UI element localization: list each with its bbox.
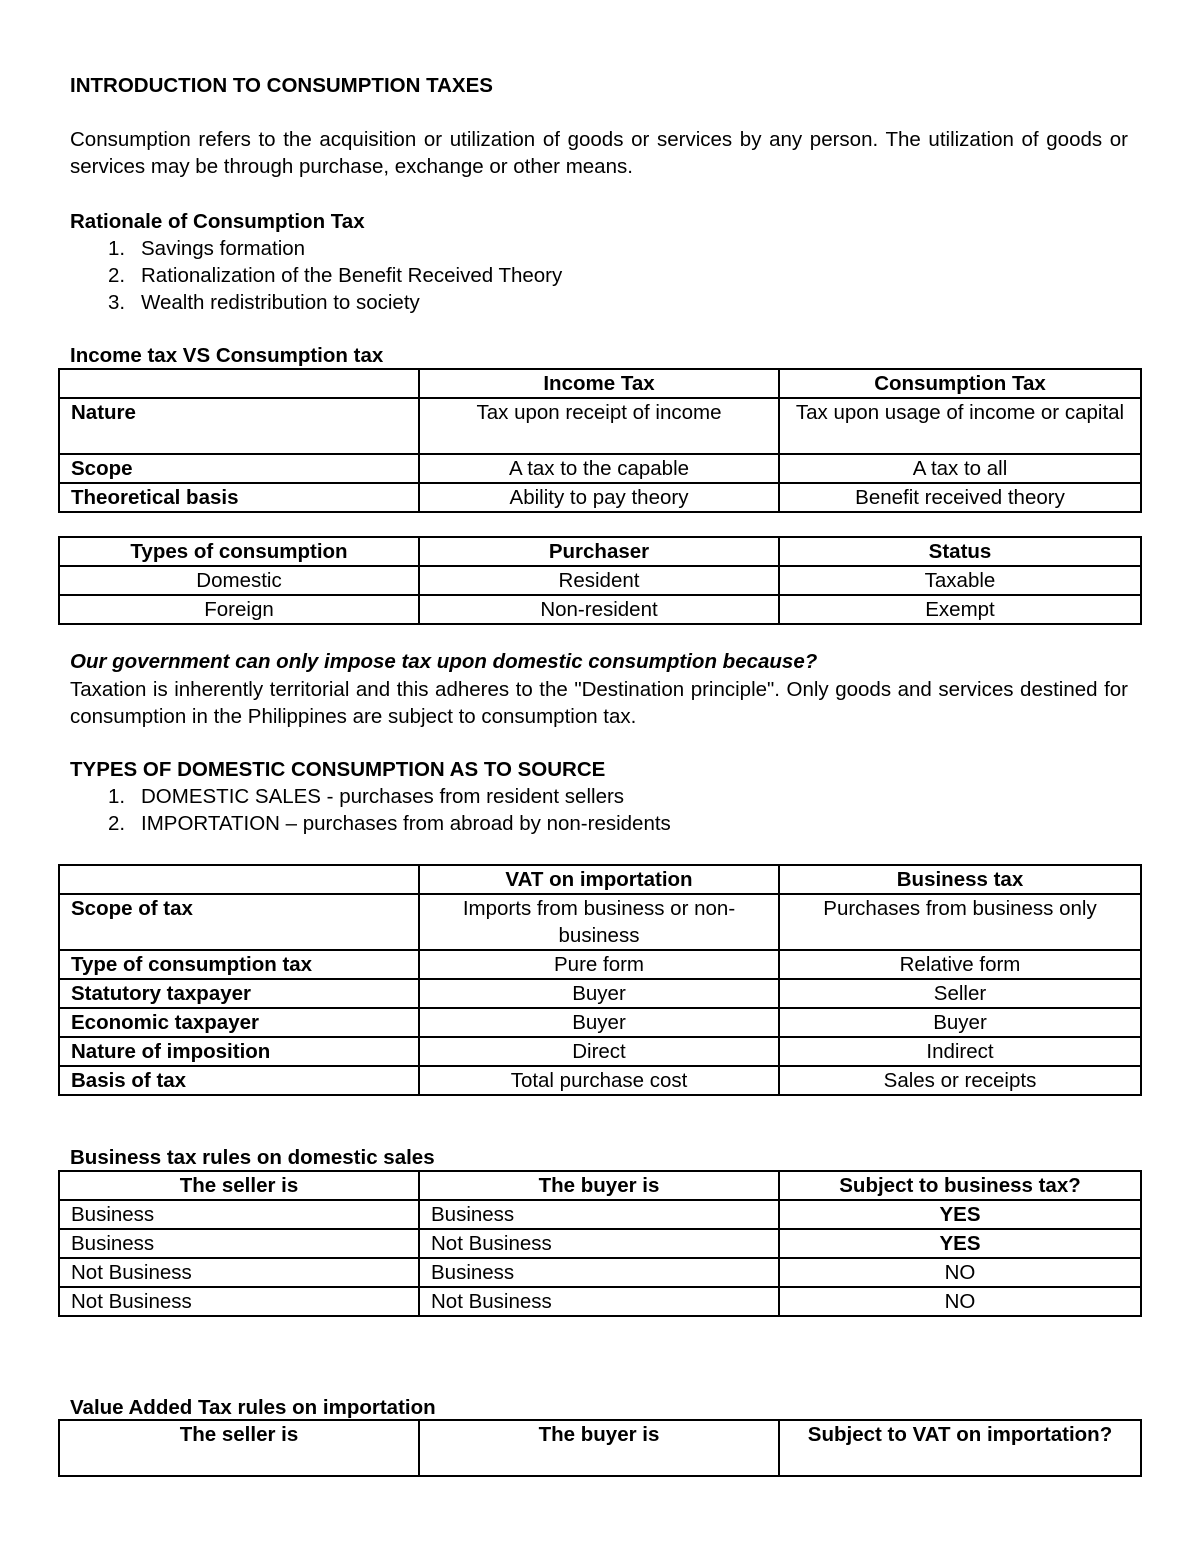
table-header-row <box>59 1171 1141 1200</box>
types-of-consumption-table <box>58 536 1142 625</box>
table-cell: Business <box>59 1200 419 1229</box>
table-row <box>59 454 1141 483</box>
table-cell: Statutory taxpayer <box>59 979 419 1008</box>
table-cell: Pure form <box>419 950 779 979</box>
list-item: 1. DOMESTIC SALES - purchases from resident sellers <box>108 785 625 808</box>
table-cell: Business <box>419 1200 779 1229</box>
table-cell: NO <box>779 1258 1141 1287</box>
table-row <box>59 979 1141 1008</box>
table-cell: A tax to the capable <box>419 454 779 483</box>
vat-rules-table <box>58 1419 1142 1477</box>
table-cell: A tax to all <box>779 454 1141 483</box>
table-header-cell: The buyer is <box>419 1420 779 1476</box>
table-header-cell: Types of consumption <box>59 537 419 566</box>
list-item: 2. Rationalization of the Benefit Received Theory <box>108 264 563 287</box>
table-cell: Foreign <box>59 595 419 624</box>
table-header-cell: Consumption Tax <box>779 369 1141 398</box>
table-row <box>59 595 1141 624</box>
table-cell: Business <box>59 1229 419 1258</box>
table-header-cell: Income Tax <box>419 369 779 398</box>
table-cell: Direct <box>419 1037 779 1066</box>
business-rules-table <box>58 1170 1142 1317</box>
table-cell: Nature <box>59 398 419 454</box>
table-header-cell: Subject to VAT on importation? <box>779 1420 1141 1476</box>
income-vs-consumption-table <box>58 368 1142 513</box>
document-title: INTRODUCTION TO CONSUMPTION TAXES <box>70 74 493 97</box>
table-cell: Total purchase cost <box>419 1066 779 1095</box>
table-cell: Scope of tax <box>59 894 419 950</box>
table-header-cell: Business tax <box>779 865 1141 894</box>
table-row <box>59 483 1141 512</box>
table-header-row <box>59 537 1141 566</box>
table-header-row <box>59 369 1141 398</box>
table-cell: Tax upon usage of income or capital <box>779 398 1141 454</box>
table-row <box>59 398 1141 454</box>
table-row <box>59 1008 1141 1037</box>
table-cell: Not Business <box>419 1287 779 1316</box>
list-item: 2. IMPORTATION – purchases from abroad by non-residents <box>108 812 671 835</box>
table-row <box>59 1287 1141 1316</box>
table-header-cell <box>59 369 419 398</box>
table-row <box>59 1229 1141 1258</box>
table-header-cell: The buyer is <box>419 1171 779 1200</box>
table-header-cell: Subject to business tax? <box>779 1171 1141 1200</box>
table-cell: Business <box>419 1258 779 1287</box>
table-header-cell: VAT on importation <box>419 865 779 894</box>
table-header-cell <box>59 865 419 894</box>
table-cell: Theoretical basis <box>59 483 419 512</box>
table-row <box>59 1258 1141 1287</box>
vat-vs-business-table <box>58 864 1142 1096</box>
table-header-row <box>59 1420 1141 1476</box>
table-cell: YES <box>779 1229 1141 1258</box>
table-cell: Purchases from business only <box>779 894 1141 950</box>
table-cell: Scope <box>59 454 419 483</box>
domestic-types-list <box>70 783 671 837</box>
table-cell: Sales or receipts <box>779 1066 1141 1095</box>
table-cell: YES <box>779 1200 1141 1229</box>
table-cell: Non-resident <box>419 595 779 624</box>
table-cell: Domestic <box>59 566 419 595</box>
table-cell: Relative form <box>779 950 1141 979</box>
table-header-cell: The seller is <box>59 1171 419 1200</box>
table-cell: Not Business <box>59 1287 419 1316</box>
table-cell: Tax upon receipt of income <box>419 398 779 454</box>
table-cell: Taxable <box>779 566 1141 595</box>
rationale-heading: Rationale of Consumption Tax <box>70 210 365 233</box>
table-row <box>59 950 1141 979</box>
table-cell: Not Business <box>419 1229 779 1258</box>
table-row <box>59 566 1141 595</box>
income-vs-consumption-heading: Income tax VS Consumption tax <box>70 344 384 367</box>
table-header-row <box>59 865 1141 894</box>
table-cell: Buyer <box>419 979 779 1008</box>
table-cell: Type of consumption tax <box>59 950 419 979</box>
table-cell: Seller <box>779 979 1141 1008</box>
business-rules-heading: Business tax rules on domestic sales <box>70 1146 435 1169</box>
rationale-list <box>70 235 562 316</box>
table-cell: Nature of imposition <box>59 1037 419 1066</box>
table-row <box>59 1037 1141 1066</box>
table-cell: Economic taxpayer <box>59 1008 419 1037</box>
table-row <box>59 1200 1141 1229</box>
table-row <box>59 1066 1141 1095</box>
table-header-cell: The seller is <box>59 1420 419 1476</box>
question-text: Our government can only impose tax upon domestic consumption because? <box>70 650 818 673</box>
table-cell: Imports from business or non-business <box>419 894 779 950</box>
table-cell: Benefit received theory <box>779 483 1141 512</box>
table-header-cell: Status <box>779 537 1141 566</box>
table-header-cell: Purchaser <box>419 537 779 566</box>
table-cell: Resident <box>419 566 779 595</box>
table-cell: Buyer <box>419 1008 779 1037</box>
table-cell: Not Business <box>59 1258 419 1287</box>
intro-paragraph: Consumption refers to the acquisition or utilization of goods or services by any person. The utilization of goods or services may be through purchase, exchange or other means. <box>70 128 1128 178</box>
table-cell: Indirect <box>779 1037 1141 1066</box>
table-cell: Exempt <box>779 595 1141 624</box>
table-cell: Basis of tax <box>59 1066 419 1095</box>
domestic-types-heading: TYPES OF DOMESTIC CONSUMPTION AS TO SOURCE <box>70 758 606 781</box>
table-cell: NO <box>779 1287 1141 1316</box>
answer-paragraph: Taxation is inherently territorial and this adheres to the "Destination principle". Only goods and services destined for consumption in the Philippines are subject to consumption tax. <box>70 678 1128 728</box>
table-row <box>59 894 1141 950</box>
vat-rules-heading: Value Added Tax rules on importation <box>70 1396 436 1419</box>
list-item: 3. Wealth redistribution to society <box>108 291 420 314</box>
list-item: 1. Savings formation <box>108 237 306 260</box>
table-cell: Buyer <box>779 1008 1141 1037</box>
table-cell: Ability to pay theory <box>419 483 779 512</box>
